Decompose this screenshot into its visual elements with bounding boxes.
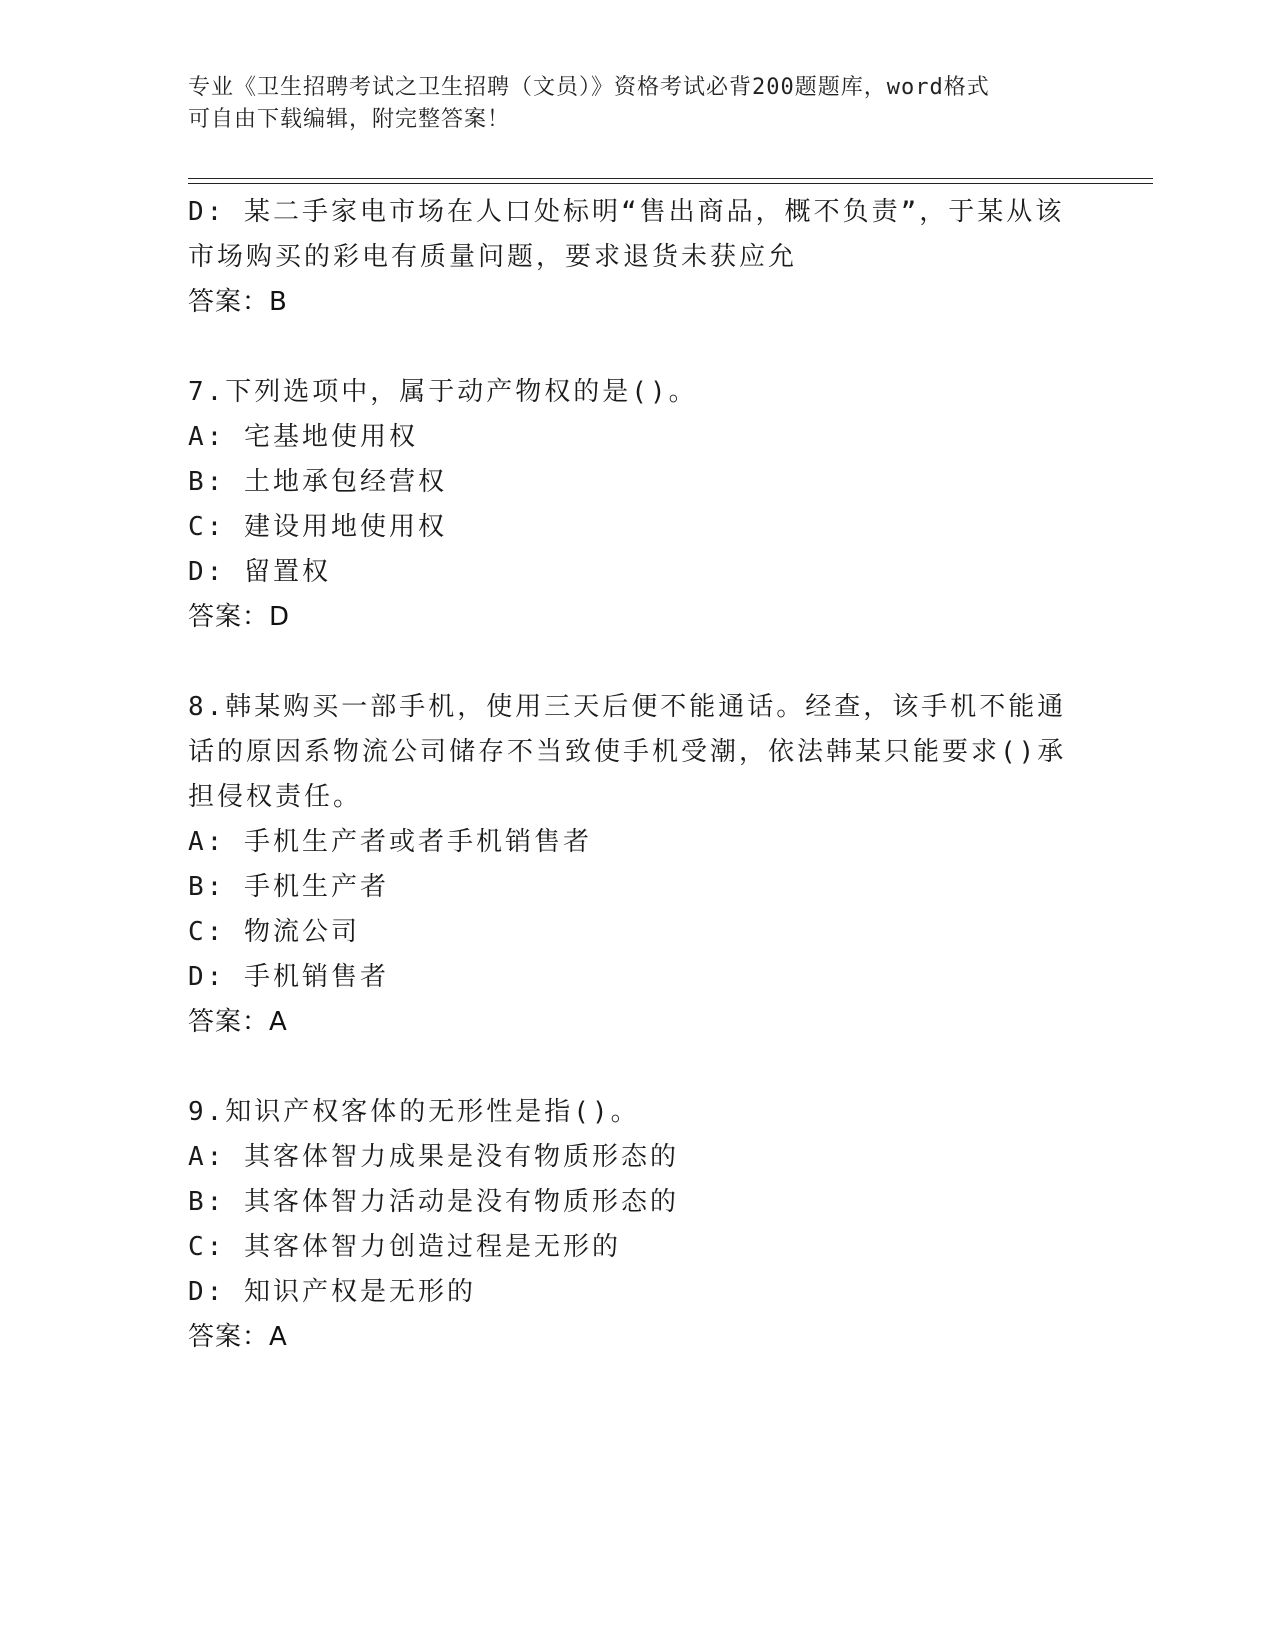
question-8-option-c: C: 物流公司: [188, 917, 360, 947]
question-9-option-a: A: 其客体智力成果是没有物质形态的: [188, 1142, 679, 1172]
question-7-block: [188, 370, 1088, 640]
question-7-option-d: D: 留置权: [188, 557, 331, 587]
document-header: [188, 72, 1088, 136]
header-divider-top: [188, 178, 1153, 179]
header-divider-bottom: [188, 183, 1153, 184]
question-9-block: [188, 1090, 1088, 1360]
question-8-option-a: A: 手机生产者或者手机销售者: [188, 827, 592, 857]
question-8-stem-line-2: 话的原因系物流公司储存不当致使手机受潮，依法韩某只能要求()承: [188, 737, 1067, 767]
question-7-option-c: C: 建设用地使用权: [188, 512, 447, 542]
question-9-stem: 9.知识产权客体的无形性是指()。: [188, 1097, 640, 1127]
question-8-option-d: D: 手机销售者: [188, 962, 389, 992]
option-d-line-2: 市场购买的彩电有质量问题，要求退货未获应允: [188, 242, 798, 272]
question-7-option-b: B: 土地承包经营权: [188, 467, 447, 497]
spacer: [188, 325, 1088, 370]
header-title-line-1: 专业《卫生招聘考试之卫生招聘（文员）》资格考试必背200题题库，word格式: [188, 75, 990, 100]
question-8-stem-line-3: 担侵权责任。: [188, 782, 363, 812]
question-9-option-b: B: 其客体智力活动是没有物质形态的: [188, 1187, 679, 1217]
question-7-answer: 答案：D: [188, 602, 291, 632]
question-9-option-d: D: 知识产权是无形的: [188, 1277, 476, 1307]
answer-line: 答案：B: [188, 287, 288, 317]
question-9-option-c: C: 其客体智力创造过程是无形的: [188, 1232, 621, 1262]
prev-question-block: [188, 190, 1088, 325]
question-8-option-b: B: 手机生产者: [188, 872, 389, 902]
question-7-option-a: A: 宅基地使用权: [188, 422, 418, 452]
option-d-line-1: D: 某二手家电市场在人口处标明“售出商品，概不负责”，于某从该: [188, 197, 1065, 227]
header-title-line-2: 可自由下载编辑，附完整答案！: [188, 107, 511, 132]
spacer: [188, 1045, 1088, 1090]
question-7-stem: 7.下列选项中，属于动产物权的是()。: [188, 377, 698, 407]
question-8-block: [188, 685, 1088, 1045]
question-content: [188, 190, 1088, 1360]
question-9-answer: 答案：A: [188, 1322, 288, 1352]
question-8-answer: 答案：A: [188, 1007, 288, 1037]
spacer: [188, 640, 1088, 685]
question-8-stem-line-1: 8.韩某购买一部手机，使用三天后便不能通话。经查，该手机不能通: [188, 692, 1067, 722]
